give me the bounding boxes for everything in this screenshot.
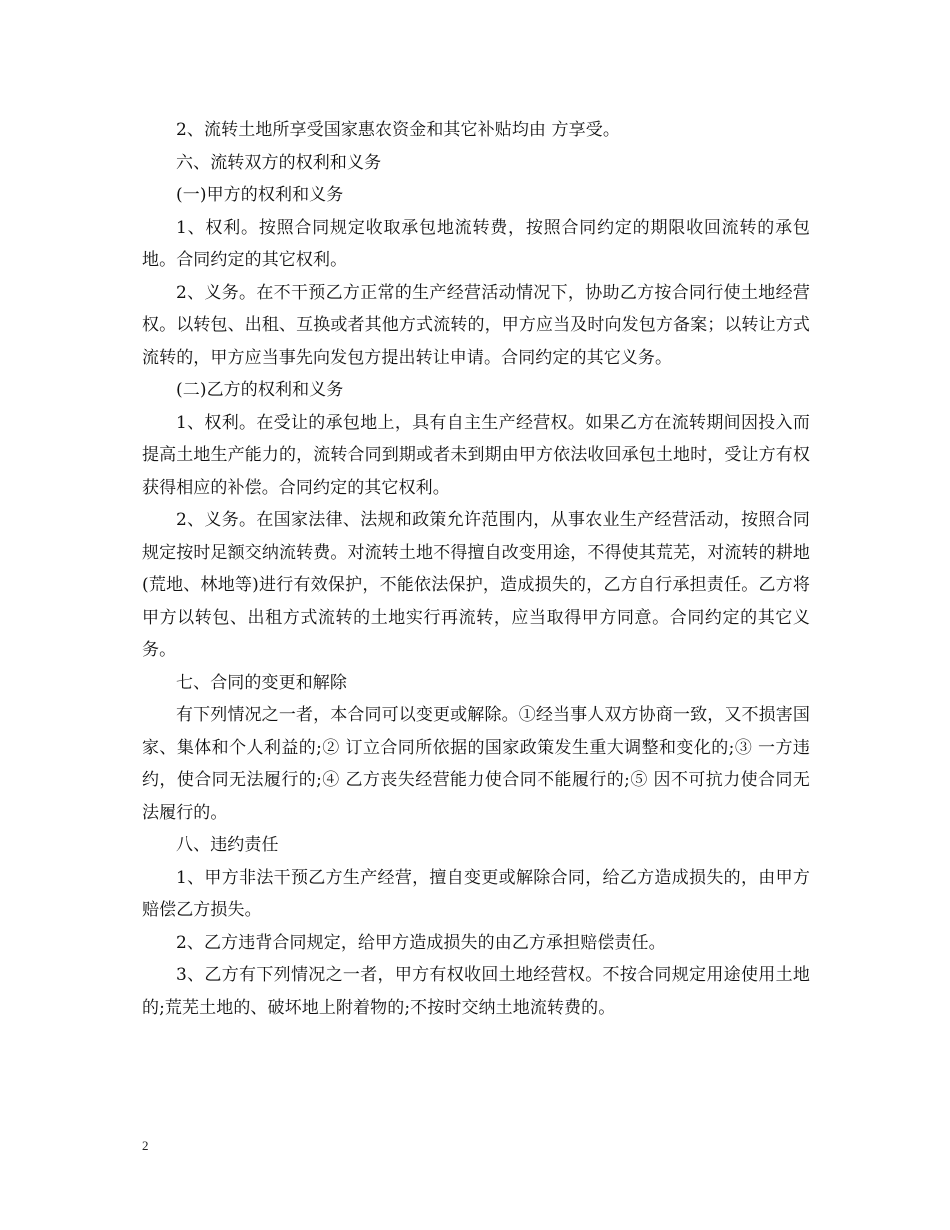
paragraph-party-a-obligations: 2、义务。在不干预乙方正常的生产经营活动情况下，协助乙方按合同行使土地经营权。以转包、出租、互换或者其他方式流转的，甲方应当及时向发包方备案；以转让方式流转的，甲方应当事先向发包方提出转让申请。合同约定的其它义务。	[142, 282, 810, 368]
paragraph-party-a-rights: 1、权利。按照合同规定收取承包地流转费，按照合同约定的期限收回流转的承包地。合同约定的其它权利。	[142, 217, 810, 270]
paragraph-subsidy: 2、流转土地所享受国家惠农资金和其它补贴均由 方享受。	[176, 120, 620, 140]
paragraph-breach-party-a: 1、甲方非法干预乙方生产经营，擅自变更或解除合同，给乙方造成损失的，由甲方赔偿乙方损失。	[142, 867, 810, 920]
paragraph-contract-change: 有下列情况之一者，本合同可以变更或解除。①经当事人双方协商一致，又不损害国家、集体和个人利益的;② 订立合同所依据的国家政策发生重大调整和变化的;③ 一方违约，使合同无法履行的;④ 乙方丧失经营能力使合同不能履行的;⑤ 因不可抗力使合同无法履行的。	[142, 705, 810, 823]
page-number: 2	[142, 1138, 149, 1153]
paragraph-reclaim-conditions: 3、乙方有下列情况之一者，甲方有权收回土地经营权。不按合同规定用途使用土地的;荒芜土地的、破坏地上附着物的;不按时交纳土地流转费的。	[142, 965, 810, 1018]
document-body	[142, 114, 810, 1024]
paragraph-breach-party-b: 2、乙方违背合同规定，给甲方造成损失的由乙方承担赔偿责任。	[176, 932, 666, 953]
paragraph-party-b-rights: 1、权利。在受让的承包地上，具有自主生产经营权。如果乙方在流转期间因投入而提高土地生产能力的，流转合同到期或者未到期由甲方依法收回承包土地时，受让方有权获得相应的补偿。合同约定的其它权利。	[142, 412, 810, 498]
heading-contract-change: 七、合同的变更和解除	[176, 672, 347, 693]
subheading-party-b: (二)乙方的权利和义务	[176, 380, 344, 400]
heading-breach-liability: 八、违约责任	[176, 835, 279, 855]
heading-rights-obligations: 六、流转双方的权利和义务	[176, 152, 382, 173]
subheading-party-a: (一)甲方的权利和义务	[176, 185, 344, 205]
paragraph-party-b-obligations: 2、义务。在国家法律、法规和政策允许范围内，从事农业生产经营活动，按照合同规定按时足额交纳流转费。对流转土地不得擅自改变用途，不得使其荒芜，对流转的耕地(荒地、林地等)进行有效保护，不能依法保护，造成损失的，乙方自行承担责任。乙方将甲方以转包、出租方式流转的土地实行再流转，应当取得甲方同意。合同约定的其它义务。	[142, 510, 810, 660]
